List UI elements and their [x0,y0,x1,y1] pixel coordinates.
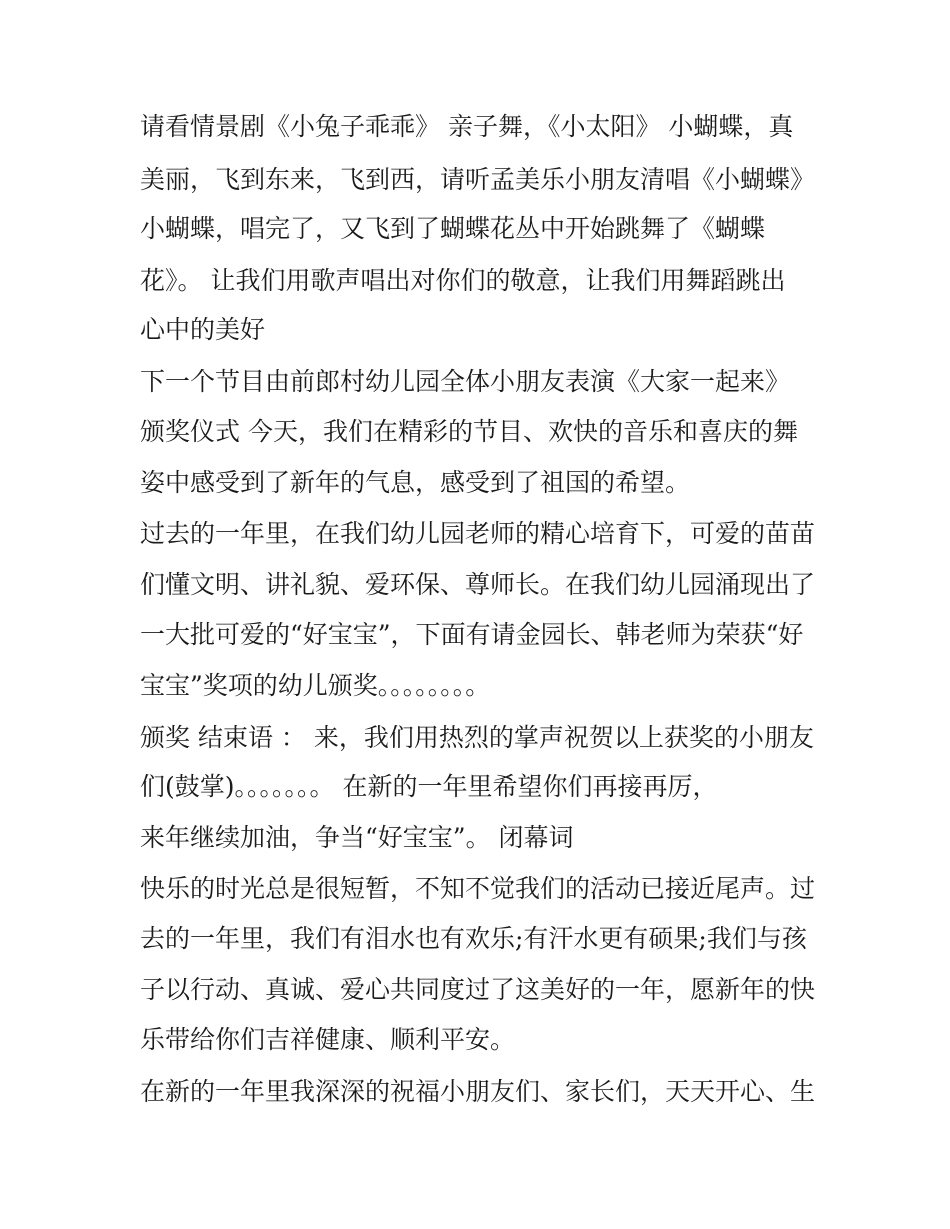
text-line-10: 们懂文明、讲礼貌、爱环保、尊师长。在我们幼儿园涌现出了 [140,570,816,599]
text-line-3: 小蝴蝶，唱完了，又飞到了蝴蝶花丛中开始跳舞了《蝴蝶 [140,214,766,243]
text-line-18: 子以行动、真诚、爱心共同度过了这美好的一年，愿新年的快 [140,975,816,1004]
text-line-6: 下一个节目由前郎村幼儿园全体小朋友表演《大家一起来》 [140,367,791,396]
text-line-16: 快乐的时光总是很短暂，不知不觉我们的活动已接近尾声。过 [140,874,816,903]
text-line-15: 来年继续加油，争当“好宝宝”。 闭幕词 [140,823,574,852]
text-line-2: 美丽，飞到东来，飞到西，请听孟美乐小朋友清唱《小蝴蝶》 [140,165,816,194]
text-line-12: 宝宝”奖项的幼儿颁奖。。。。。。。。 [140,671,491,700]
text-line-19: 乐带给你们吉祥健康、顺利平安。 [140,1025,516,1054]
text-line-9: 过去的一年里，在我们幼儿园老师的精心培育下，可爱的苗苗 [140,519,816,548]
text-line-17: 去的一年里，我们有泪水也有欢乐;有汗水更有硕果;我们与孩 [140,924,807,953]
text-line-5: 心中的美好 [140,315,266,344]
text-line-4: 花》。 让我们用歌声唱出对你们的敬意，让我们用舞蹈跳出 [140,266,786,295]
text-line-7: 颁奖仪式 今天，我们在精彩的节目、欢快的音乐和喜庆的舞 [140,417,798,446]
text-line-1: 请看情景剧《小兔子乖乖》 亲子舞，《小太阳》 小蝴蝶，真 [140,112,794,141]
text-line-14: 们(鼓掌)。。。。。。。 在新的一年里希望你们再接再厉， [140,772,718,801]
text-line-11: 一大批可爱的“好宝宝”，下面有请金园长、韩老师为荣获“好 [140,620,804,649]
text-line-13: 颁奖 结束语 ： 来，我们用热烈的掌声祝贺以上获奖的小朋友 [140,723,814,752]
text-line-8: 姿中感受到了新年的气息，感受到了祖国的希望。 [140,468,691,497]
text-line-20: 在新的一年里我深深的祝福小朋友们、家长们，天天开心、生 [140,1077,816,1106]
